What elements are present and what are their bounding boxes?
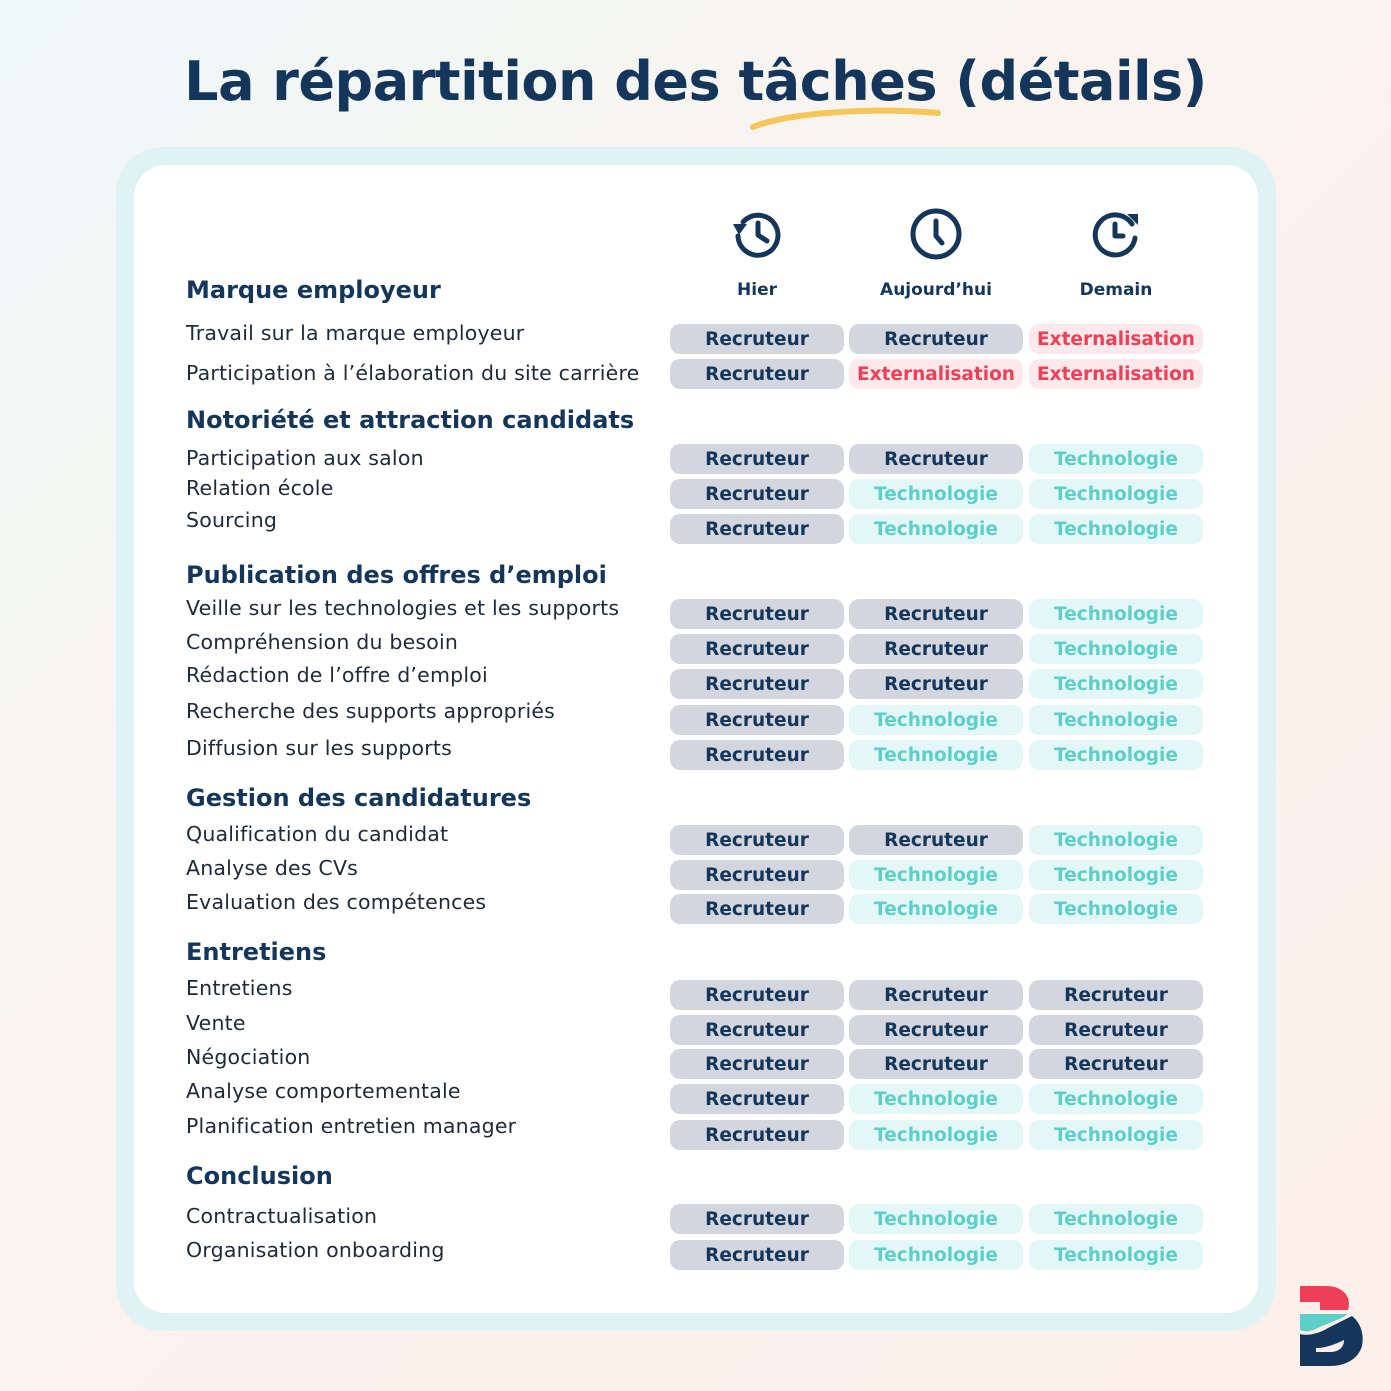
section-title: Gestion des candidatures [186, 784, 532, 812]
task-label: Analyse des CVs [186, 856, 359, 880]
assignment-pill: Recruteur [670, 514, 844, 544]
task-label: Planification entretien manager [186, 1114, 517, 1138]
column-header-hier [670, 206, 844, 262]
task-label: Compréhension du besoin [186, 630, 459, 654]
task-label: Organisation onboarding [186, 1238, 445, 1262]
section-title: Publication des offres d’emploi [186, 561, 607, 589]
assignment-pill: Recruteur [670, 1015, 844, 1045]
history-icon [729, 206, 785, 262]
title-underline-decoration [748, 103, 944, 133]
assignment-pill: Technologie [1029, 634, 1203, 664]
column-label-hier: Hier [737, 280, 777, 300]
assignment-pill: Recruteur [670, 1204, 844, 1234]
task-label: Contractualisation [186, 1204, 378, 1228]
assignment-pill: Recruteur [849, 980, 1023, 1010]
assignment-pill: Recruteur [670, 324, 844, 354]
task-label: Relation école [186, 476, 334, 500]
assignment-pill: Recruteur [670, 359, 844, 389]
assignment-pill: Recruteur [670, 705, 844, 735]
assignment-pill: Externalisation [1029, 359, 1203, 389]
page-title: La répartition des tâches (détails) [184, 50, 1207, 113]
assignment-pill: Recruteur [849, 444, 1023, 474]
task-label: Analyse comportementale [186, 1079, 461, 1103]
assignment-pill: Technologie [849, 479, 1023, 509]
assignment-pill: Recruteur [670, 894, 844, 924]
assignment-pill: Technologie [849, 514, 1023, 544]
section-title: Conclusion [186, 1162, 333, 1190]
assignment-pill: Technologie [1029, 894, 1203, 924]
assignment-pill: Technologie [1029, 669, 1203, 699]
task-label: Evaluation des compétences [186, 890, 487, 914]
assignment-pill: Recruteur [849, 324, 1023, 354]
assignment-pill: Recruteur [849, 825, 1023, 855]
column-label-demain: Demain [1079, 280, 1153, 300]
assignment-pill: Recruteur [849, 1049, 1023, 1079]
assignment-pill: Technologie [849, 1240, 1023, 1270]
assignment-pill: Recruteur [1029, 1049, 1203, 1079]
assignment-pill: Recruteur [1029, 1015, 1203, 1045]
column-header-aujourdhui [849, 206, 1023, 262]
assignment-pill: Recruteur [670, 444, 844, 474]
assignment-pill: Technologie [849, 705, 1023, 735]
assignment-pill: Technologie [1029, 514, 1203, 544]
task-label: Veille sur les technologies et les supports [186, 596, 620, 620]
task-label: Entretiens [186, 976, 293, 1000]
brand-logo-b [1296, 1284, 1366, 1368]
assignment-pill: Recruteur [670, 1049, 844, 1079]
task-label: Diffusion sur les supports [186, 736, 453, 760]
assignment-pill: Externalisation [1029, 324, 1203, 354]
assignment-pill: Technologie [849, 740, 1023, 770]
task-label: Rédaction de l’offre d’emploi [186, 663, 488, 687]
assignment-pill: Externalisation [849, 359, 1023, 389]
task-label: Recherche des supports appropriés [186, 699, 556, 723]
assignment-pill: Technologie [1029, 599, 1203, 629]
assignment-pill: Technologie [1029, 444, 1203, 474]
assignment-pill: Technologie [1029, 479, 1203, 509]
assignment-pill: Technologie [1029, 1204, 1203, 1234]
clock-icon [908, 206, 964, 262]
assignment-pill: Recruteur [670, 980, 844, 1010]
task-label: Travail sur la marque employeur [186, 321, 525, 345]
assignment-pill: Technologie [1029, 1240, 1203, 1270]
assignment-pill: Recruteur [849, 599, 1023, 629]
assignment-pill: Recruteur [670, 634, 844, 664]
task-label: Sourcing [186, 508, 278, 532]
section-title: Entretiens [186, 938, 327, 966]
assignment-pill: Technologie [1029, 740, 1203, 770]
assignment-pill: Technologie [1029, 705, 1203, 735]
assignment-pill: Recruteur [1029, 980, 1203, 1010]
assignment-pill: Recruteur [670, 479, 844, 509]
section-title: Marque employeur [186, 276, 441, 304]
task-label: Vente [186, 1011, 246, 1035]
column-header-demain [1029, 206, 1203, 262]
assignment-pill: Recruteur [849, 669, 1023, 699]
section-title: Notoriété et attraction candidats [186, 406, 635, 434]
assignment-pill: Recruteur [849, 634, 1023, 664]
task-label: Négociation [186, 1045, 311, 1069]
assignment-pill: Technologie [849, 894, 1023, 924]
assignment-pill: Technologie [1029, 1084, 1203, 1114]
assignment-pill: Recruteur [670, 740, 844, 770]
assignment-pill: Technologie [1029, 1120, 1203, 1150]
assignment-pill: Technologie [849, 1084, 1023, 1114]
assignment-pill: Technologie [849, 860, 1023, 890]
assignment-pill: Recruteur [670, 1084, 844, 1114]
assignment-pill: Technologie [1029, 860, 1203, 890]
assignment-pill: Technologie [1029, 825, 1203, 855]
assignment-pill: Recruteur [670, 860, 844, 890]
assignment-pill: Recruteur [670, 825, 844, 855]
column-label-aujourdhui: Aujourd’hui [880, 280, 992, 300]
assignment-pill: Recruteur [670, 1240, 844, 1270]
assignment-pill: Recruteur [670, 599, 844, 629]
assignment-pill: Recruteur [849, 1015, 1023, 1045]
assignment-pill: Technologie [849, 1204, 1023, 1234]
task-label: Participation à l’élaboration du site carrière [186, 361, 640, 385]
clock-forward-icon [1088, 206, 1144, 262]
task-label: Participation aux salon [186, 446, 424, 470]
assignment-pill: Recruteur [670, 669, 844, 699]
assignment-pill: Technologie [849, 1120, 1023, 1150]
assignment-pill: Recruteur [670, 1120, 844, 1150]
task-label: Qualification du candidat [186, 822, 449, 846]
